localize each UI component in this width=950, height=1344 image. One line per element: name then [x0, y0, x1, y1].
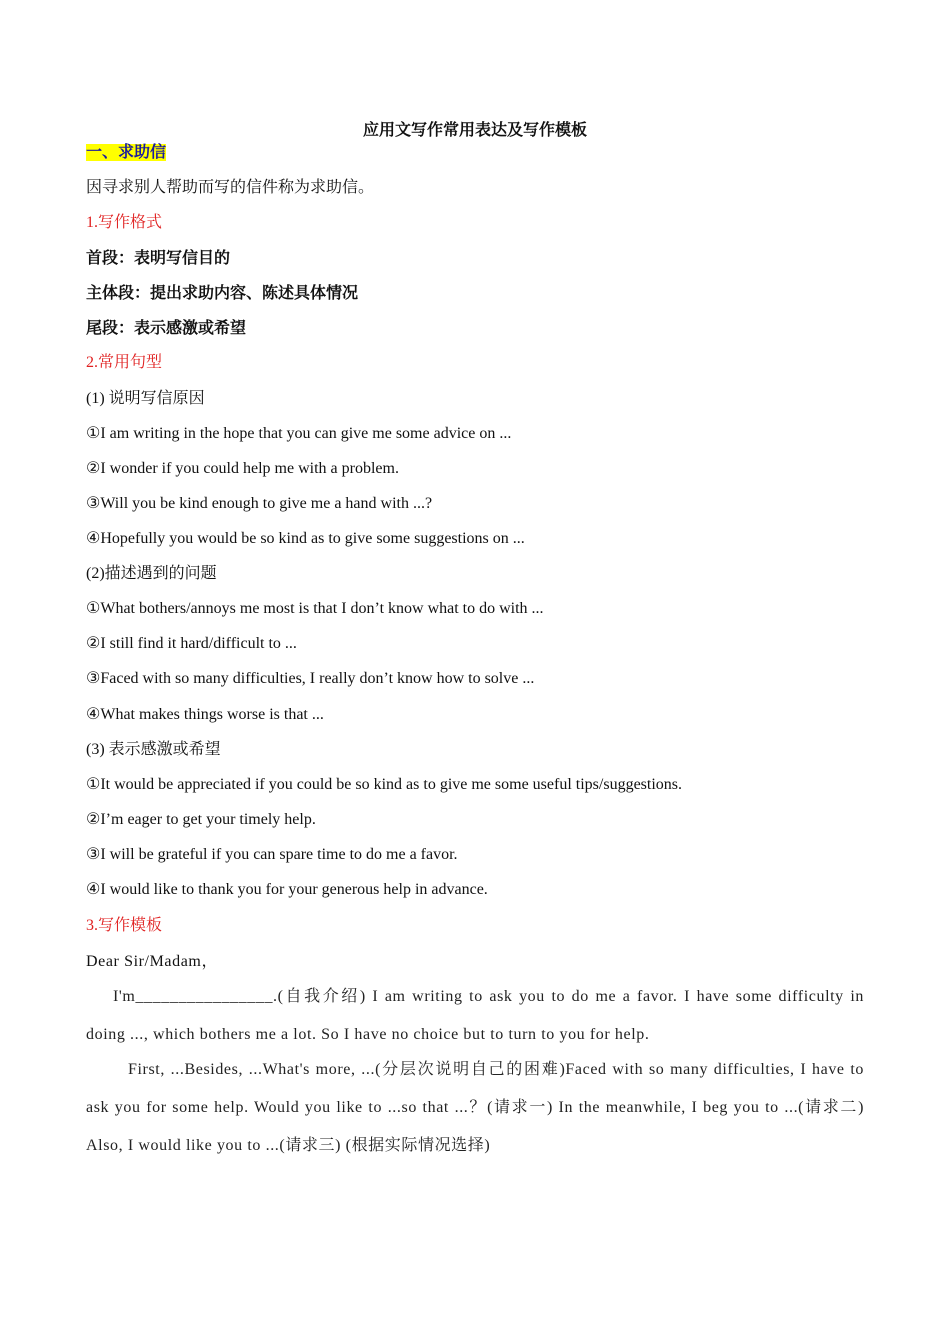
- group2-title: (2)描述遇到的问题: [86, 565, 217, 582]
- sentence-item: ④Hopefully you would be so kind as to give some suggestions on ...: [86, 530, 525, 547]
- page-title: 应用文写作常用表达及写作模板: [362, 122, 587, 139]
- sentence-item: ③Will you be kind enough to give me a hand with ...?: [86, 495, 433, 512]
- sentence-item: ②I’m eager to get your timely help.: [86, 811, 316, 828]
- sentence-item: ①What bothers/annoys me most is that I don’t know what to do with ...: [86, 600, 544, 617]
- sentence-item: ①I am writing in the hope that you can give me some advice on ...: [86, 425, 512, 442]
- format-line-last: 尾段：表示感激或希望: [86, 320, 247, 337]
- group3-title: (3) 表示感激或希望: [86, 741, 221, 758]
- format-line-body: 主体段：提出求助内容、陈述具体情况: [86, 285, 359, 302]
- sentences-heading: 2.常用句型: [86, 354, 163, 371]
- group1-title: (1) 说明写信原因: [86, 390, 205, 407]
- template-salutation: Dear Sir/Madam，: [86, 953, 219, 970]
- sentence-item: ①It would be appreciated if you could be so kind as to give me some useful tips/suggestions.: [86, 776, 683, 793]
- sentence-item: ②I still find it hard/difficult to ...: [86, 635, 297, 652]
- intro-text: 因寻求别人帮助而写的信件称为求助信。: [86, 179, 375, 196]
- sentence-item: ③I will be grateful if you can spare time to do me a favor.: [86, 846, 458, 863]
- sentence-item: ④What makes things worse is that ...: [86, 706, 324, 723]
- template-paragraph-1: I'm________________.(自我介绍) I am writing to ask you to do me a favor. I have some difficulty in doing ..., which bothers me a lot. So I have no choice but to turn to you for help.: [86, 988, 864, 1043]
- sentence-item: ②I wonder if you could help me with a problem.: [86, 460, 399, 477]
- template-heading: 3.写作模板: [86, 917, 163, 934]
- template-paragraph-2: First, ...Besides, ...What's more, ...(分层次说明自己的困难)Faced with so many difficulties, I have to ask you for some help. Would you like to ...so that ...？(请求一) In the meanwhile, I beg you to ...(请求二) Also, I would like you to ...(请求三) (根据实际情况选择): [86, 1061, 864, 1154]
- format-heading: 1.写作格式: [86, 214, 163, 231]
- section-heading-highlight: 一、求助信: [86, 144, 167, 161]
- sentence-item: ④I would like to thank you for your generous help in advance.: [86, 881, 488, 898]
- section-heading: [86, 143, 166, 163]
- sentence-item: ③Faced with so many difficulties, I really don’t know how to solve ...: [86, 670, 535, 687]
- format-line-first: 首段：表明写信目的: [86, 250, 231, 267]
